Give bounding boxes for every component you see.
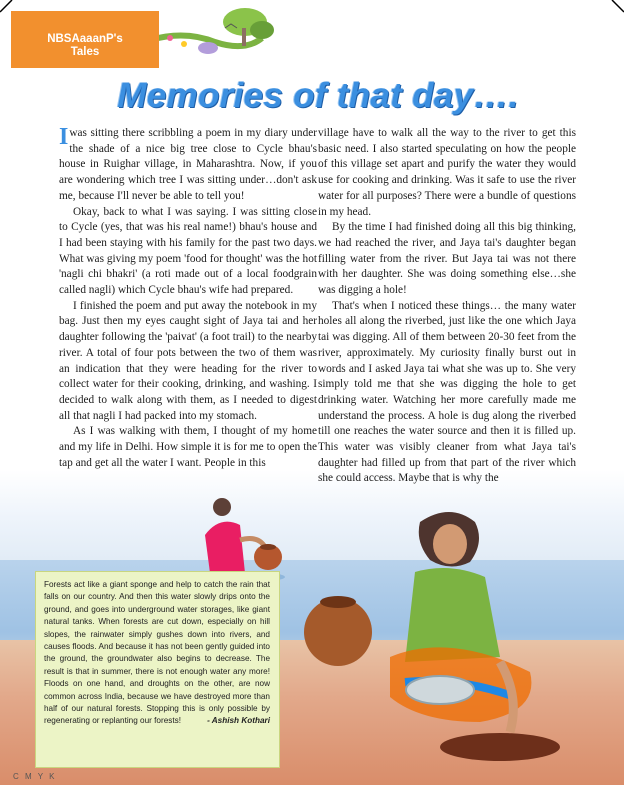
paragraph: By the time I had finished doing all this big thinking, we had reached the river, and Jaya tai's daughter began filling water from the river. But Jaya tai was not there with her daughter. She was doing something else…she was digging a hole! <box>318 221 576 297</box>
print-color-marks: C M Y K <box>13 772 57 781</box>
paragraph: village have to walk all the way to the river to get this basic need. I also started speculating on how the people of this village set apart and purify the water they would use for cooking and drinking. Was it safe to use the river water for all purposes? There were a bundle of questions in my head. <box>318 127 576 218</box>
paragraph: Iwas sitting there scribbling a poem in my diary under the shade of a nice big tree close to Cycle bhau's house in Ruighar village, in Maharashtra. Now, if you are wondering which tree I was sitting under…don't ask me, because I'll never be able to tell you! <box>59 124 317 202</box>
sidebar-signature: - Ashish Kothari <box>207 716 270 726</box>
crop-mark-icon <box>600 0 624 24</box>
page-title: Memories of that day…. <box>117 76 519 115</box>
paragraph: As I was walking with them, I thought of my home and my life in Delhi. How simple it is for me to open the tap and get all the water I want. People in this <box>59 425 317 469</box>
sidebar-text: Forests act like a giant sponge and help to catch the rain that falls on our country. And then this water slowly drips onto the ground, and goes into underground water storages, like giant natural tanks. When forests are cut down, especially on hill slopes, the rainwater simply gushes down into rivers, and causes floods. And because it has not been gently guided into the ground, the groundwater also begins to decrease. The result is that in summer, there is not enough water any more! Floods on one hand, and droughts on the other, are now common across India, because we have destroyed more than half of our natural forests. Stopping this is only possible by regenerating or replanting our forests! <box>44 580 270 726</box>
badge-line-2: Tales <box>70 46 100 58</box>
girl-in-river-illustration <box>180 485 290 585</box>
drop-cap: I <box>59 124 69 150</box>
woman-digging-illustration <box>300 482 600 772</box>
article-column-right <box>318 126 576 487</box>
badge-line-1: NBSAaaanP's <box>47 33 123 45</box>
info-sidebar <box>35 571 280 768</box>
crop-mark-icon <box>0 0 24 24</box>
series-badge <box>11 11 159 68</box>
article-column-left <box>59 126 317 471</box>
paragraph: Okay, back to what I was saying. I was sitting close to Cycle (yes, that was his real name!) bhau's house and I had been staying with his family for the past two days. What was giving my poem 'food for thought' was the hot 'nagli chi bhakri' (a roti made out of a local foodgrain called nagli) which Cycle bhau's wife had prepared. <box>59 205 317 297</box>
paragraph: That's when I noticed these things… the many water holes all along the riverbed, just like the one which Jaya tai was digging. All of them between 20-30 feet from the river, approximately. My curiosity finally burst out in words and I asked Jaya tai what she was up to. She very simply told me that she was digging the hole to get drinking water. Watching her more carefully made me understand the process. A hole is dug along the riverbed till one reaches the water source and then it is filled up. This water was visibly cleaner from what Jaya tai's daughter had filled up from that part of the river which she could access. Maybe that is why the <box>318 299 576 485</box>
paragraph: I finished the poem and put away the notebook in my bag. Just then my eyes caught sight of Jaya tai and her daughter following the 'paivat' (a foot trail) to the nearby river. A total of four pots between the two of them was an indication that they were heading for the river to collect water for their cooking, drinking, and washing. I decided to walk along with them, as I needed to digest all that nagli I had packed into my stomach. <box>59 299 317 422</box>
